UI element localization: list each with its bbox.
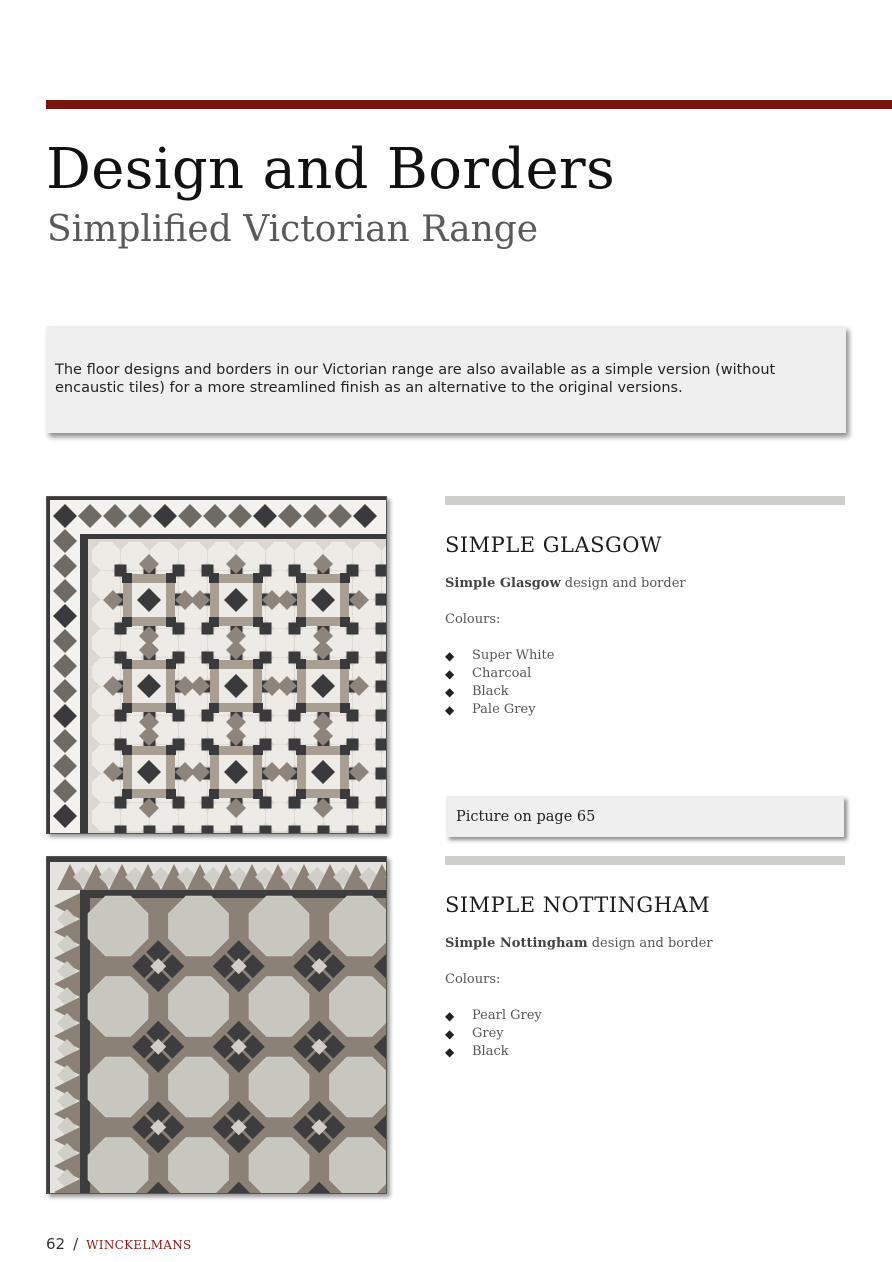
rosette-corner — [296, 703, 306, 713]
field-octagon — [249, 977, 309, 1037]
colour-item: ◆ Pearl Grey — [445, 1008, 542, 1023]
border-strip — [80, 534, 88, 834]
rosette-corner — [253, 617, 263, 627]
rosette-corner — [122, 659, 132, 669]
field-dot — [376, 652, 388, 664]
simple-glasgow-image — [46, 496, 387, 834]
field-dot — [144, 826, 156, 835]
field-octagon — [249, 1138, 309, 1195]
product-simple-glasgow — [445, 496, 845, 719]
rosette-corner — [166, 659, 176, 669]
field-octagon — [88, 1057, 148, 1117]
field-dot — [376, 565, 388, 577]
diamond-bullet-icon: ◆ — [445, 649, 455, 663]
border-strip — [80, 534, 387, 539]
rosette-corner — [253, 789, 263, 799]
rosette-corner — [122, 789, 132, 799]
field-octagon — [330, 1057, 388, 1117]
field-octagon — [169, 1057, 229, 1117]
simple-nottingham-tile-pattern-icon — [46, 856, 387, 1194]
field-octagon — [88, 1138, 148, 1195]
rosette-corner — [296, 573, 306, 583]
field-octagon — [88, 896, 148, 956]
page-title: Design and Borders — [46, 137, 616, 202]
picture-note: Picture on page 65 — [456, 809, 596, 825]
field-dot — [231, 826, 243, 835]
field-dot — [318, 826, 330, 835]
product-rule — [445, 496, 845, 505]
product-name: SIMPLE GLASGOW — [445, 533, 663, 557]
colours-label: Colours: — [445, 612, 501, 627]
simple-glasgow-tile-pattern-icon — [46, 496, 387, 834]
footer-separator: / — [73, 1235, 79, 1253]
rosette-corner — [209, 659, 219, 669]
colour-item: ◆ Pale Grey — [445, 702, 536, 717]
rosette-corner — [296, 745, 306, 755]
rosette-corner — [209, 745, 219, 755]
product-desc-rest: design and border — [560, 576, 686, 591]
diamond-bullet-icon: ◆ — [445, 1009, 455, 1023]
rosette-corner — [122, 703, 132, 713]
product-description — [445, 935, 845, 953]
product-desc-bold: Simple Nottingham — [445, 936, 588, 951]
simple-nottingham-image — [46, 856, 387, 1194]
rosette-corner — [296, 617, 306, 627]
field-dot — [202, 826, 214, 835]
field-dot — [376, 768, 388, 780]
rosette-corner — [209, 789, 219, 799]
colour-item: ◆ Black — [445, 1044, 509, 1059]
field-dot — [376, 623, 388, 635]
rosette-corner — [122, 573, 132, 583]
intro-box — [46, 326, 846, 433]
field-dot — [376, 594, 388, 606]
page-number: 62 — [46, 1235, 66, 1253]
field-octagon — [249, 1057, 309, 1117]
footer — [46, 1234, 192, 1255]
rosette-corner — [166, 617, 176, 627]
field-octagon — [169, 1138, 229, 1195]
colour-item: ◆ Grey — [445, 1026, 504, 1041]
colours-label: Colours: — [445, 972, 501, 987]
brand-name: WINCKELMANS — [86, 1238, 192, 1252]
rosette-corner — [340, 789, 350, 799]
field-dot — [376, 739, 388, 751]
field-octagon — [330, 977, 388, 1037]
field-dot — [347, 826, 359, 835]
rosette-corner — [122, 745, 132, 755]
rosette-corner — [253, 573, 263, 583]
field-octagon — [169, 977, 229, 1037]
rosette-corner — [340, 745, 350, 755]
rosette-corner — [253, 745, 263, 755]
colour-list — [445, 647, 845, 719]
rosette-corner — [166, 789, 176, 799]
colour-item: ◆ Super White — [445, 648, 555, 663]
rosette-corner — [253, 703, 263, 713]
rosette-corner — [209, 617, 219, 627]
field-octagon — [169, 896, 229, 956]
field-dot — [115, 826, 127, 835]
field-octagon — [88, 977, 148, 1037]
rosette-corner — [340, 659, 350, 669]
rosette-corner — [166, 573, 176, 583]
rosette-corner — [166, 745, 176, 755]
product-rule — [445, 856, 845, 865]
colour-item: ◆ Charcoal — [445, 666, 532, 681]
rosette-corner — [340, 573, 350, 583]
rosette-corner — [296, 789, 306, 799]
field-dot — [376, 826, 388, 835]
rosette-corner — [209, 573, 219, 583]
field-octagon — [330, 896, 388, 956]
page-subtitle: Simplified Victorian Range — [47, 209, 539, 250]
field-dot — [376, 710, 388, 722]
rosette-corner — [122, 617, 132, 627]
field-dot — [376, 797, 388, 809]
rosette-corner — [340, 703, 350, 713]
diamond-bullet-icon: ◆ — [445, 703, 455, 717]
field-dot — [289, 826, 301, 835]
colour-item: ◆ Black — [445, 684, 509, 699]
product-desc-rest: design and border — [587, 936, 713, 951]
field-dot — [260, 826, 272, 835]
product-name: SIMPLE NOTTINGHAM — [445, 893, 711, 917]
field-octagon — [249, 896, 309, 956]
picture-note-box — [446, 796, 844, 837]
field-dot — [376, 681, 388, 693]
rosette-corner — [209, 703, 219, 713]
rosette-corner — [166, 703, 176, 713]
top-accent-rule — [46, 100, 892, 109]
diamond-bullet-icon: ◆ — [445, 1027, 455, 1041]
field-dot — [173, 826, 185, 835]
colour-list — [445, 1007, 845, 1061]
product-description — [445, 575, 845, 593]
rosette-corner — [340, 617, 350, 627]
diamond-bullet-icon: ◆ — [445, 1045, 455, 1059]
rosette-corner — [296, 659, 306, 669]
diamond-bullet-icon: ◆ — [445, 667, 455, 681]
product-simple-nottingham — [445, 856, 845, 1061]
product-desc-bold: Simple Glasgow — [445, 576, 561, 591]
rosette-corner — [253, 659, 263, 669]
intro-text: The floor designs and borders in our Victorian range are also available as a simple version (without encaustic tiles) for a more streamlined finish as an alternative to the original versions. — [55, 362, 776, 396]
diamond-bullet-icon: ◆ — [445, 685, 455, 699]
